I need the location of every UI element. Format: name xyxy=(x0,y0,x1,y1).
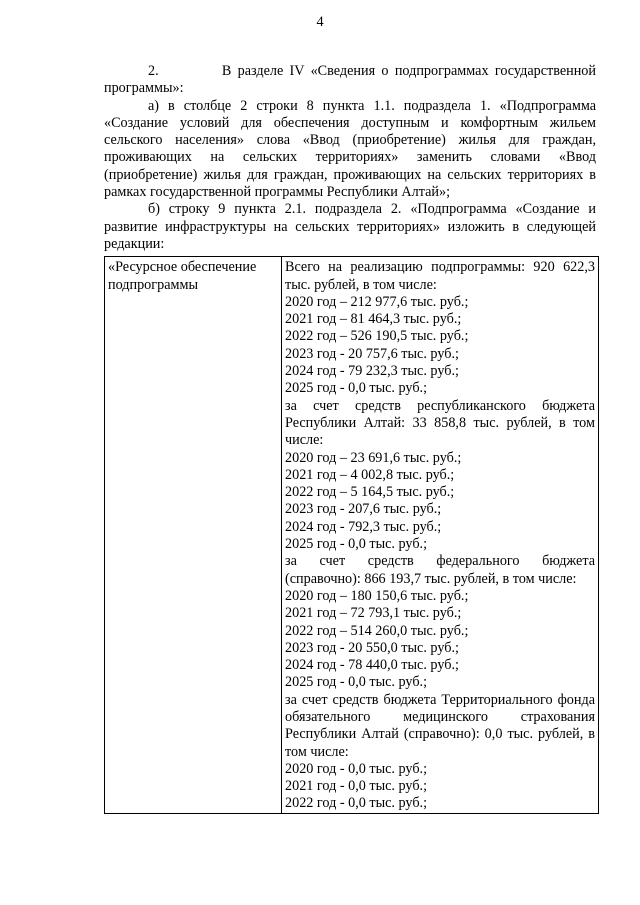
total-year-2022: 2022 год – 526 190,5 тыс. руб.; xyxy=(285,328,469,345)
federal-year-2020: 2020 год – 180 150,6 тыс. руб.; xyxy=(285,587,469,604)
item-a-paragraph: а) в столбце 2 строки 8 пункта 1.1. подраздела 1. «Подпрограмма «Создание условий для обеспечения доступным и комфортным жильем сельского населения» слова «Ввод (приобретение) жилья для граждан, проживающих на сельских территориях» заменить словами «Ввод (приобретение) жилья для граждан, проживающих на сельских территориях в рамках государственной программы Республики Алтай»; xyxy=(104,97,596,201)
resource-values-cell xyxy=(282,257,599,814)
total-line: Всего на реализацию подпрограммы: 920 622,3 тыс. рублей, в том числе: xyxy=(285,259,595,293)
republic-year-2022: 2022 год – 5 164,5 тыс. руб.; xyxy=(285,484,455,501)
republic-year-2025: 2025 год - 0,0 тыс. руб.; xyxy=(285,536,428,553)
item-b-paragraph: б) строку 9 пункта 2.1. подраздела 2. «Подпрограмма «Создание и развитие инфраструктуры на сельских территориях» изложить в следующей редакции: xyxy=(104,201,596,252)
republic-year-2023: 2023 год - 207,6 тыс. руб.; xyxy=(285,501,442,518)
republic-line: за счет средств республиканского бюджета Республики Алтай: 33 858,8 тыс. рублей, в том числе: xyxy=(285,397,595,449)
page-number: 4 xyxy=(316,14,324,30)
table-row xyxy=(105,257,599,814)
fund-year-2020: 2020 год - 0,0 тыс. руб.; xyxy=(285,760,428,777)
republic-year-2021: 2021 год – 4 002,8 тыс. руб.; xyxy=(285,466,455,483)
fund-line: за счет средств бюджета Территориального фонда обязательного медицинского страхования Республики Алтай (справочно): 0,0 тыс. рублей, в том числе: xyxy=(285,691,595,760)
document-body xyxy=(104,63,596,814)
section-paragraph: 2. В разделе IV «Сведения о подпрограммах государственной программы»: xyxy=(104,63,596,97)
federal-year-2024: 2024 год - 78 440,0 тыс. руб.; xyxy=(285,657,459,674)
federal-year-2021: 2021 год – 72 793,1 тыс. руб.; xyxy=(285,605,462,622)
total-year-2025: 2025 год - 0,0 тыс. руб.; xyxy=(285,380,428,397)
total-year-2024: 2024 год - 79 232,3 тыс. руб.; xyxy=(285,363,459,380)
republic-year-2024: 2024 год - 792,3 тыс. руб.; xyxy=(285,518,442,535)
total-year-2021: 2021 год – 81 464,3 тыс. руб.; xyxy=(285,311,462,328)
republic-year-2020: 2020 год – 23 691,6 тыс. руб.; xyxy=(285,449,462,466)
federal-year-2022: 2022 год – 514 260,0 тыс. руб.; xyxy=(285,622,469,639)
resource-label: «Ресурсное обеспечение подпрограммы xyxy=(108,259,257,293)
fund-year-2022: 2022 год - 0,0 тыс. руб.; xyxy=(285,795,428,812)
total-year-2020: 2020 год – 212 977,6 тыс. руб.; xyxy=(285,293,469,310)
federal-year-2023: 2023 год - 20 550,0 тыс. руб.; xyxy=(285,639,459,656)
federal-line: за счет средств федерального бюджета (справочно): 866 193,7 тыс. рублей, в том числе: xyxy=(285,553,595,587)
resource-label-cell xyxy=(105,257,282,814)
resource-table xyxy=(104,256,599,814)
total-year-2023: 2023 год - 20 757,6 тыс. руб.; xyxy=(285,345,459,362)
federal-year-2025: 2025 год - 0,0 тыс. руб.; xyxy=(285,674,428,691)
fund-year-2021: 2021 год - 0,0 тыс. руб.; xyxy=(285,778,428,795)
